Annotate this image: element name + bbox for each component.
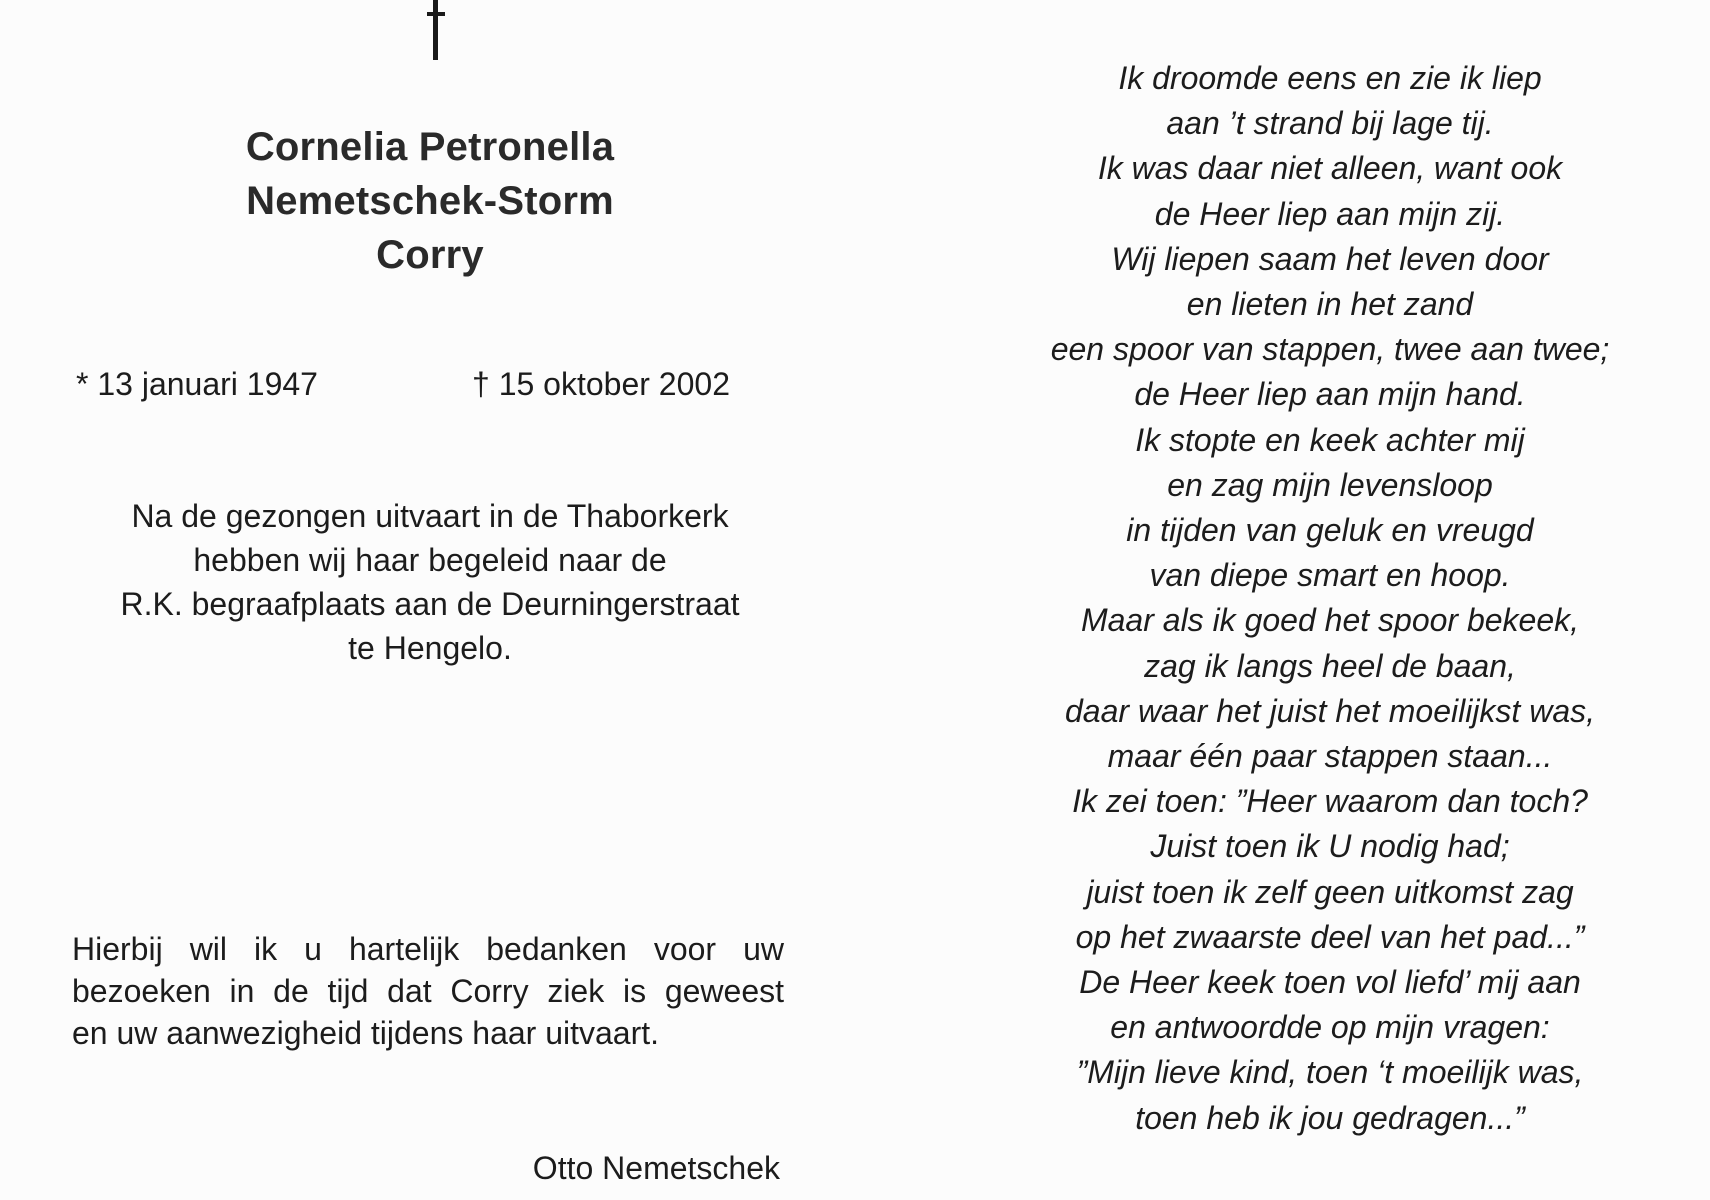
poem-line: Ik droomde eens en zie ik liep (1118, 60, 1542, 96)
funeral-line: te Hengelo. (348, 630, 512, 666)
poem-line: Juist toen ik U nodig had; (1150, 828, 1510, 865)
deceased-nickname: Corry (376, 233, 484, 277)
poem-line: daar waar het juist het moeilijkst was, (1065, 692, 1595, 729)
thank-you-text (72, 928, 784, 1054)
poem-line: in tijden van geluk en vreugd (1126, 512, 1534, 549)
poem-line: Wij liepen saam het leven door (1111, 240, 1549, 277)
poem-line: zag ik langs heel de baan, (1144, 647, 1516, 684)
funeral-line: Na de gezongen uitvaart in de Thaborkerk (131, 498, 729, 534)
poem-line: aan ’t strand bij lage tij. (1166, 105, 1494, 142)
poem-line: een spoor van stappen, twee aan twee; (1050, 331, 1610, 368)
poem-line: Ik was daar niet alleen, want ook (1097, 150, 1563, 187)
funeral-line: hebben wij haar begeleid naar de (193, 542, 667, 578)
poem-line: Ik stopte en keek achter mij (1135, 421, 1525, 458)
cross-icon (427, 0, 443, 62)
deceased-surname: Nemetschek-Storm (246, 179, 614, 223)
signature: Otto Nemetschek (532, 1150, 780, 1186)
poem-line: Ik zei toen: ”Heer waarom dan toch? (1072, 783, 1588, 820)
thanks-line: bezoeken in de tijd dat Corry ziek is geweest (72, 973, 784, 1009)
poem-line: ”Mijn lieve kind, toen ‘t moeilijk was, (1076, 1054, 1584, 1091)
poem-line: de Heer liep aan mijn hand. (1134, 376, 1526, 413)
poem-line: de Heer liep aan mijn zij. (1154, 195, 1506, 232)
death-date: † 15 oktober 2002 (472, 366, 730, 402)
poem-line: Maar als ik goed het spoor bekeek, (1080, 602, 1580, 639)
funeral-line: R.K. begraafplaats aan de Deurningerstraat (120, 586, 740, 622)
poem-line: en lieten in het zand (1186, 286, 1474, 323)
poem-line: De Heer keek toen vol liefd’ mij aan (1079, 964, 1581, 1001)
birth-date: * 13 januari 1947 (76, 366, 318, 402)
poem (980, 56, 1680, 1141)
deceased-full-name: Cornelia Petronella (245, 125, 615, 169)
poem-line: van diepe smart en hoop. (1149, 557, 1511, 594)
poem-line: en zag mijn levensloop (1167, 466, 1493, 503)
poem-line: op het zwaarste deel van het pad...” (1075, 918, 1585, 955)
poem-line: toen heb ik jou gedragen...” (1135, 1099, 1525, 1136)
thanks-line: Hierbij wil ik u hartelijk bedanken voor uw (72, 931, 784, 967)
thanks-line: en uw aanwezigheid tijdens haar uitvaart. (72, 1015, 660, 1051)
poem-line: en antwoordde op mijn vragen: (1110, 1009, 1550, 1046)
poem-line: maar één paar stappen staan... (1107, 738, 1553, 775)
funeral-text (60, 494, 800, 670)
poem-line: juist toen ik zelf geen uitkomst zag (1086, 873, 1574, 910)
